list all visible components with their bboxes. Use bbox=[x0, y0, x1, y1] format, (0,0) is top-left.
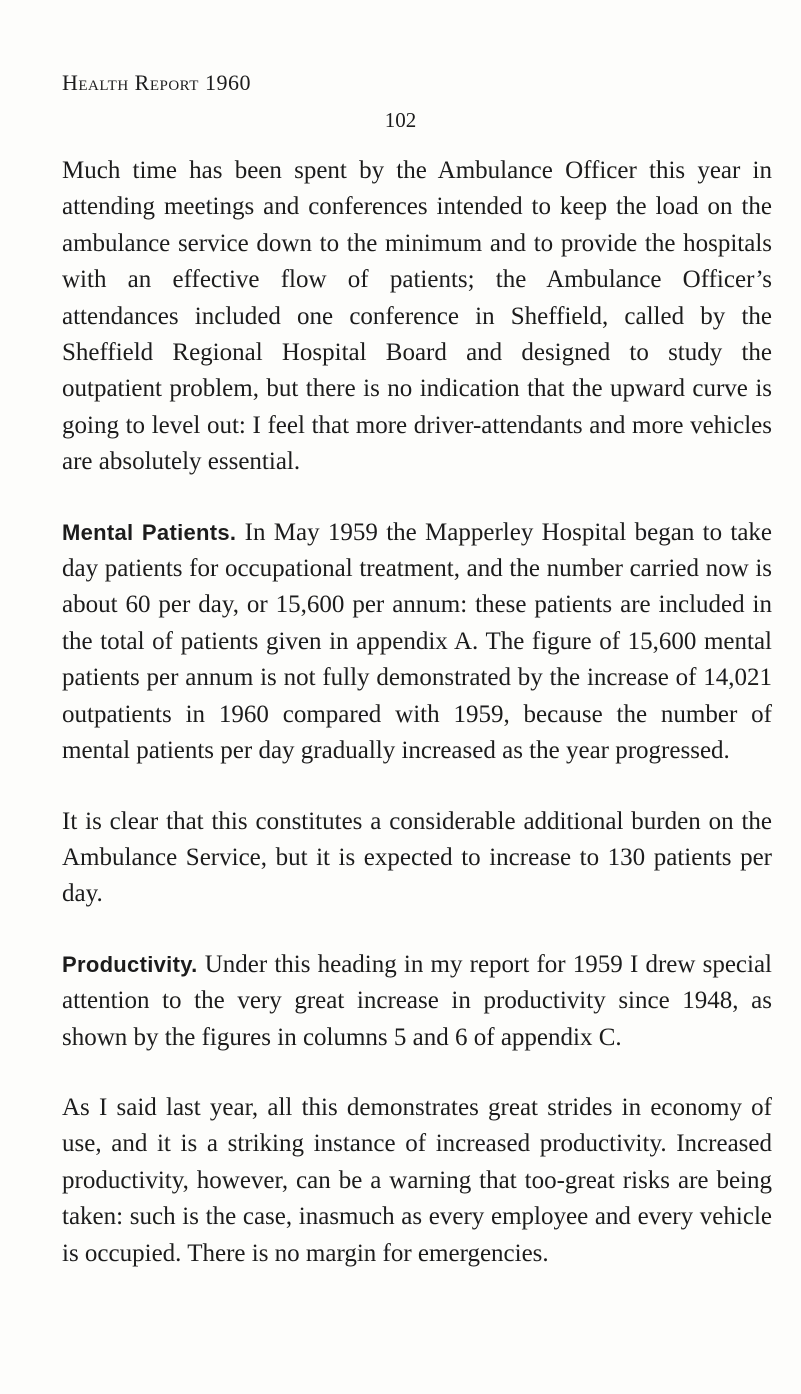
section-heading-productivity: Productivity. bbox=[62, 951, 198, 977]
paragraph-text: Much time has been spent by the Ambulance Officer this year in attending meetings and conferences intended to keep the load on the ambulance service down to the minimum and to provide the hospitals with an effective flow of patients; the Ambulance Officer’s attendances included one conference in Sheffield, called by the Sheffield Regional Hospital Board and designed to study the outpatient problem, but there is no indication that the upward curve is going to level out: I feel that more driver-attendants and more vehicles are absolutely essential. bbox=[62, 157, 772, 476]
paragraph-text: As I said last year, all this demonstrates great strides in economy of use, and it is a striking instance of increased productivity. Increased productivity, however, can be a warning that too-great risks are being taken: such is the case, inasmuch as every employee and every vehicle is occupied. There is no margin for emergencies. bbox=[62, 1093, 772, 1267]
paragraph-ambulance-officer bbox=[62, 153, 772, 481]
paragraph-text: In May 1959 the Mapperley Hospital began to take day patients for occupational treatment, and the number carried now is about 60 per day, or 15,600 per annum: these patients are included in the total of patients given in appendix A. The figure of 15,600 mental patients per annum is not fully demonstrated by the increase of 14,021 outpatients in 1960 compared with 1959, because the number of mental patients per day gradually increased as the year progressed. bbox=[62, 518, 773, 765]
section-heading-mental-patients: Mental Patients. bbox=[62, 519, 237, 545]
paragraph-text: Under this heading in my report for 1959 I drew special attention to the very great increase in productivity since 1948, as shown by the figures in columns 5 and 6 of appendix C. bbox=[62, 950, 772, 1051]
paragraph-mental-patients bbox=[62, 515, 772, 770]
body-text bbox=[62, 153, 772, 1306]
running-head: Health Report 1960 bbox=[62, 70, 251, 95]
paragraph-text: It is clear that this constitutes a considerable additional burden on the Ambulance Service, but it is expected to increase to 130 patients per day. bbox=[62, 807, 772, 908]
paragraph-additional-burden bbox=[62, 804, 772, 913]
paragraph-economy-of-use bbox=[62, 1090, 772, 1272]
paragraph-productivity bbox=[62, 947, 772, 1056]
page-number: 102 bbox=[384, 108, 417, 132]
